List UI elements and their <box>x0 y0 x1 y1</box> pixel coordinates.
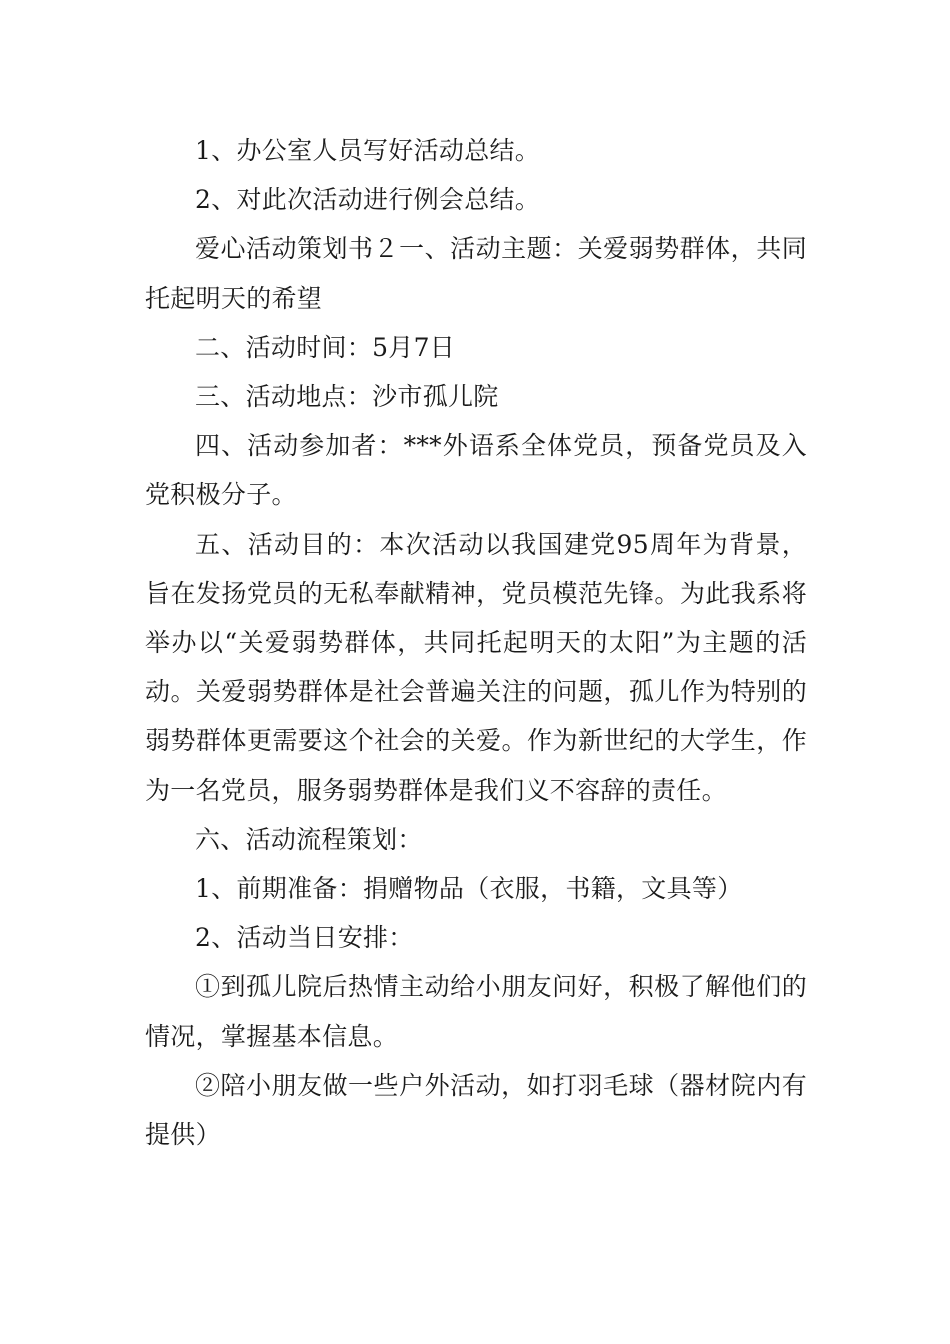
paragraph-preparation: 1、前期准备：捐赠物品（衣服，书籍，文具等） <box>195 874 743 904</box>
paragraph-meeting-summary: 2、对此次活动进行例会总结。 <box>195 185 541 215</box>
paragraph-greeting: ①到孤儿院后热情主动给小朋友问好，积极了解他们的情况，掌握基本信息。 <box>145 972 807 1051</box>
paragraph-participants: 四、活动参加者：***外语系全体党员，预备党员及入党积极分子。 <box>145 431 807 510</box>
paragraph-process-heading: 六、活动流程策划： <box>195 824 423 854</box>
paragraph-summary-writing: 1、办公室人员写好活动总结。 <box>195 136 541 165</box>
paragraph-time: 二、活动时间：5月7日 <box>195 332 456 362</box>
paragraph-purpose: 五、活动目的：本次活动以我国建党95周年为背景，旨在发扬党员的无私奉献精神，党员模范先锋。为此我系将举办以“关爱弱势群体，共同托起明天的太阳”为主题的活动。关爱弱势群体是社会普遍关注的问题，孤儿作为特别的弱势群体更需要这个社会的关爱。作为新世纪的大学生，作为一名党员，服务弱势群体是我们义不容辞的责任。 <box>145 529 807 805</box>
document-body <box>145 126 807 1159</box>
paragraph-theme: 爱心活动策划书２一、活动主题：关爱弱势群体，共同托起明天的希望 <box>145 234 807 313</box>
paragraph-outdoor-activity: ②陪小朋友做一些户外活动，如打羽毛球（器材院内有提供） <box>145 1070 807 1150</box>
paragraph-location: 三、活动地点：沙市孤儿院 <box>195 382 499 412</box>
paragraph-day-schedule: 2、活动当日安排： <box>195 923 414 953</box>
